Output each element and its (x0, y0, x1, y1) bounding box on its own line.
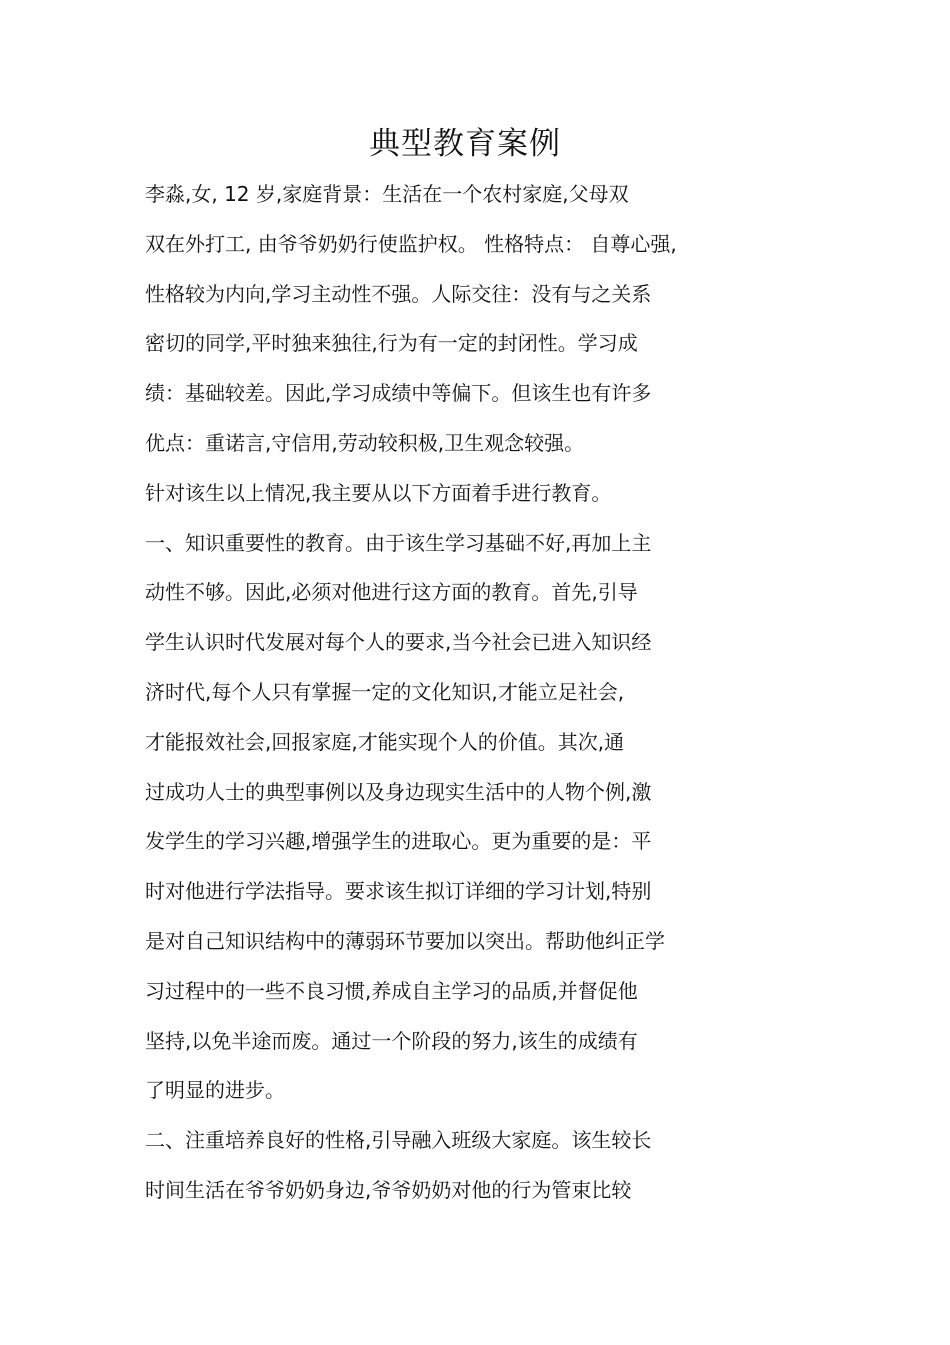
body-line: 密切的同学,平时独来独往,行为有一定的封闭性。学习成 (145, 331, 638, 356)
body-line: 时间生活在爷爷奶奶身边,爷爷奶奶对他的行为管束比较 (145, 1177, 632, 1202)
body-line: 双在外打工, 由爷爷奶奶行使监护权。 性格特点： 自尊心强, (145, 231, 677, 256)
body-line: 是对自己知识结构中的薄弱环节要加以突出。帮助他纠正学 (145, 928, 665, 953)
body-line: 针对该生以上情况,我主要从以下方面着手进行教育。 (145, 480, 612, 505)
body-line: 过成功人士的典型事例以及身边现实生活中的人物个例,激 (145, 779, 652, 804)
body-line: 坚持,以免半途而废。通过一个阶段的努力,该生的成绩有 (145, 1028, 638, 1053)
body-line: 李淼,女, 12 岁,家庭背景：生活在一个农村家庭,父母双 (145, 182, 629, 206)
body-line: 了明显的进步。 (145, 1078, 285, 1103)
body-line: 优点：重诺言,守信用,劳动较积极,卫生观念较强。 (145, 430, 585, 455)
document-title: 典型教育案例 (369, 126, 561, 162)
document-body (145, 170, 805, 1216)
body-line: 时对他进行学法指导。要求该生拟订详细的学习计划,特别 (145, 879, 652, 904)
body-line: 动性不够。因此,必须对他进行这方面的教育。首先,引导 (145, 580, 638, 605)
body-line: 二、注重培养良好的性格,引导融入班级大家庭。该生较长 (145, 1128, 652, 1153)
body-line: 才能报效社会,回报家庭,才能实现个人的价值。其次,通 (145, 729, 625, 754)
body-line: 绩：基础较差。因此,学习成绩中等偏下。但该生也有许多 (145, 381, 652, 406)
body-line: 学生认识时代发展对每个人的要求,当今社会已进入知识经 (145, 630, 652, 655)
body-line: 习过程中的一些不良习惯,养成自主学习的品质,并督促他 (145, 978, 638, 1003)
body-line: 发学生的学习兴趣,增强学生的进取心。更为重要的是：平 (145, 829, 652, 854)
body-line: 性格较为内向,学习主动性不强。人际交往：没有与之关系 (145, 281, 652, 306)
body-line: 一、知识重要性的教育。由于该生学习基础不好,再加上主 (145, 530, 652, 555)
body-line: 济时代,每个人只有掌握一定的文化知识,才能立足社会, (145, 679, 625, 704)
